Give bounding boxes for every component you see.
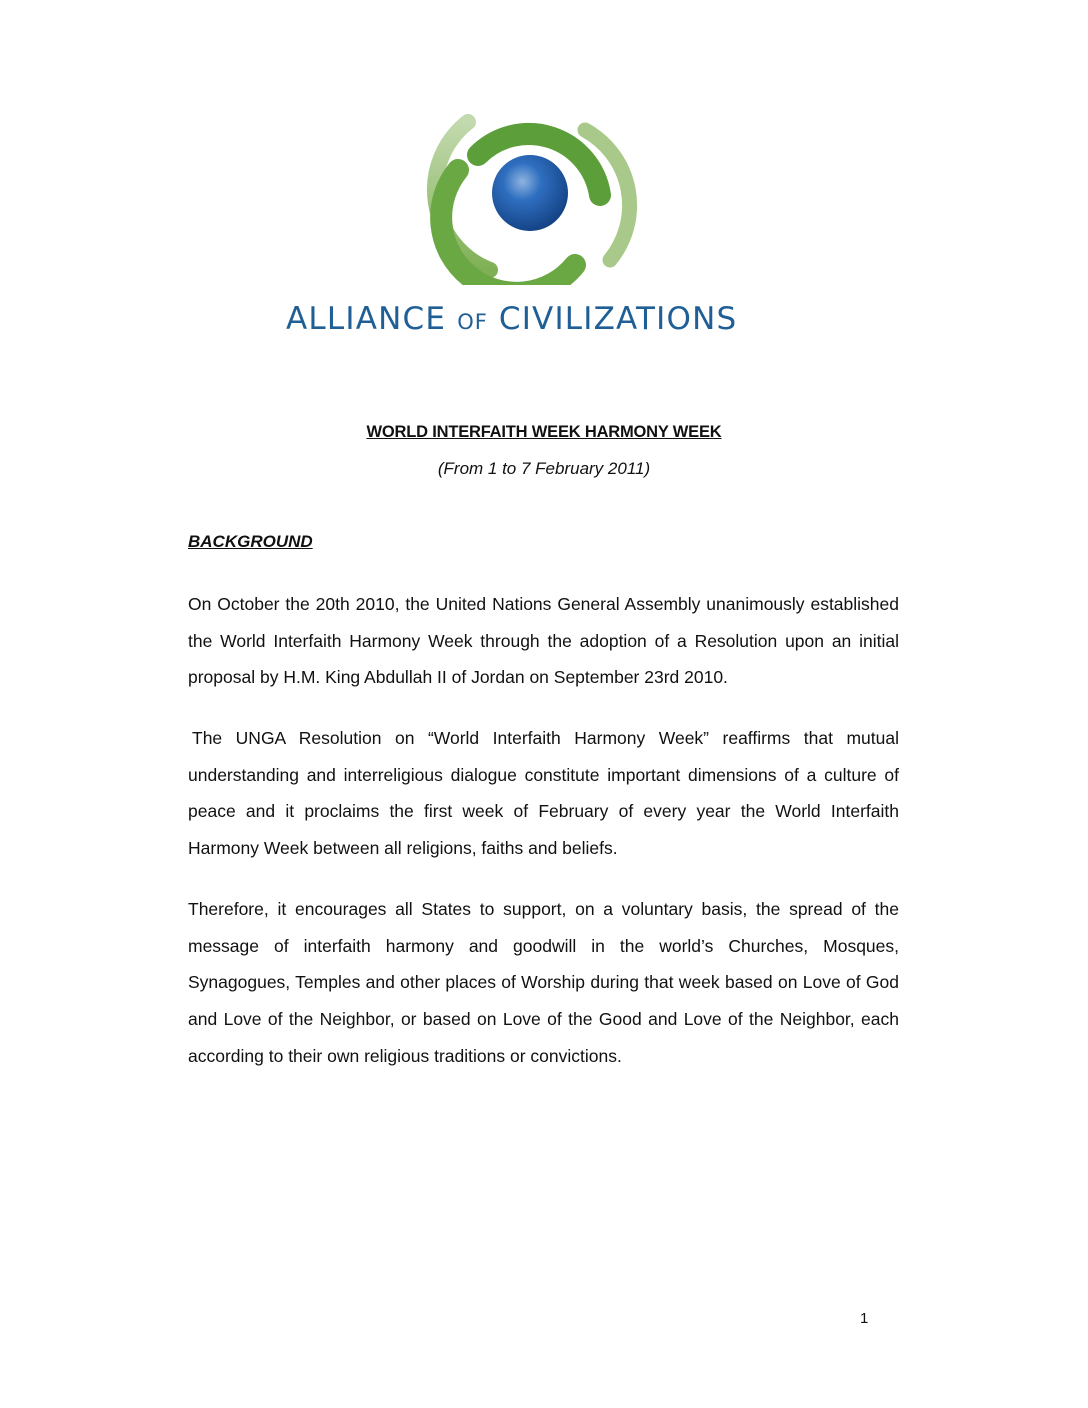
logo-wordmark [286, 301, 806, 337]
logo-word-alliance: ALLIANCE [286, 301, 447, 337]
document-title: WORLD INTERFAITH WEEK HARMONY WEEK [366, 423, 722, 441]
logo-word-civilizations: CIVILIZATIONS [498, 301, 738, 337]
paragraph: On October the 20th 2010, the United Nations General Assembly unanimously established the World Interfaith Harmony Week through the adoption of a Resolution upon an initial proposal by H.M. King Abdullah II of Jordan on September 23rd 2010. [188, 594, 899, 688]
logo-emblem-icon [420, 110, 640, 285]
page-number: 1 [860, 1310, 869, 1327]
logo-word-of: OF [457, 310, 488, 334]
alliance-of-civilizations-logo [0, 0, 1088, 360]
section-heading-background: BACKGROUND [188, 532, 313, 551]
document-subtitle: (From 1 to 7 February 2011) [437, 459, 651, 478]
paragraph: The UNGA Resolution on “World Interfaith Harmony Week” reaffirms that mutual understanding and interreligious dialogue constitute important dimensions of a culture of peace and it proclaims the first week of February of every year the World Interfaith Harmony Week between all religions, faiths and beliefs. [188, 728, 899, 859]
paragraph: Therefore, it encourages all States to support, on a voluntary basis, the spread of the message of interfaith harmony and goodwill in the world’s Churches, Mosques, Synagogues, Temples and other places of Worship during that week based on Love of God and Love of the Neighbor, or based on Love of the Good and Love of the Neighbor, each according to their own religious traditions or convictions. [188, 899, 899, 1066]
